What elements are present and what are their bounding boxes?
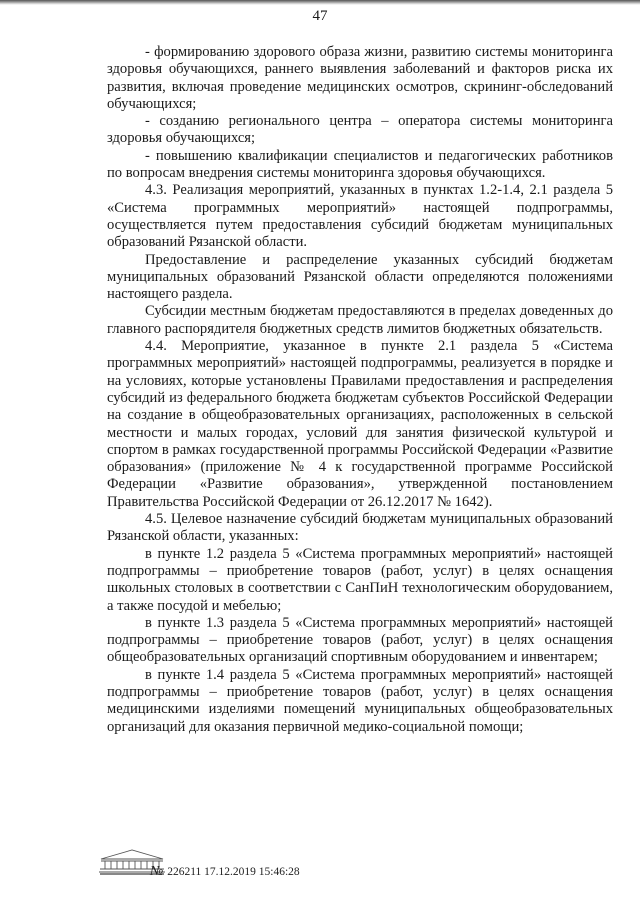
page-number: 47: [312, 8, 328, 24]
paragraph-section-4-4: 4.4. Мероприятие, указанное в пункте 2.1 раздела 5 «Система программных мероприятий» настоящей подпрограммы, реализуется в порядке и на условиях, которые установлены Правилами предоставления и распределения субсидий из федерального бюджета бюджетам субъектов Российской Федерации на создание в общеобразовательных организациях, расположенных в сельской местности и малых городах, условий для занятия физической культурой и спортом в рамках государственной программы Российской Федерации «Развитие образования» (приложение № 4 к государственной программе Российской Федерации «Развитие образования», утвержденной постановлением Правительства Российской Федерации от 26.12.2017 № 1642).: [107, 338, 613, 510]
paragraph-list-item: - формированию здорового образа жизни, развитию системы мониторинга здоровья обучающихся, раннего выявления заболеваний и факторов риска их развития, включая проведение медицинских осмотров, скрининг-обследований обучающихся;: [107, 44, 613, 112]
paragraph-section-4-3: 4.3. Реализация мероприятий, указанных в пунктах 1.2-1.4, 2.1 раздела 5 «Система программных мероприятий» настоящей подпрограммы, осуществляется путем предоставления субсидий бюджетам муниципальных образований Рязанской области.: [107, 182, 613, 251]
paragraph: Предоставление и распределение указанных субсидий бюджетам муниципальных образований Рязанской области определяются положениями настоящего раздела.: [107, 251, 613, 303]
paragraph-subitem: в пункте 1.4 раздела 5 «Система программных мероприятий» настоящей подпрограммы – приобретение товаров (работ, услуг) в целях оснащения медицинскими изделиями помещений муниципальных общеобразовательных организаций для оказания первичной медико-социальной помощи;: [107, 666, 613, 735]
paragraph-subitem: в пункте 1.3 раздела 5 «Система программных мероприятий» настоящей подпрограммы – приобретение товаров (работ, услуг) в целях оснащения общеобразовательных организаций спортивным оборудованием и инвентарем;: [107, 614, 613, 666]
number-sign: №: [150, 864, 164, 879]
paragraph-subitem: в пункте 1.2 раздела 5 «Система программных мероприятий» настоящей подпрограммы – приобретение товаров (работ, услуг) в целях оснащения школьных столовых в соответствии с СанПиН технологическим оборудованием, а также посудой и мебелью;: [107, 545, 613, 614]
document-body: [107, 44, 613, 736]
paragraph: Субсидии местным бюджетам предоставляются в пределах доведенных до главного распорядителя бюджетных средств лимитов бюджетных обязательств.: [107, 303, 613, 337]
paragraph-list-item: - повышению квалификации специалистов и педагогических работников по вопросам внедрения системы мониторинга здоровья обучающихся.: [107, 147, 613, 182]
paragraph-list-item: - созданию регионального центра – оператора системы мониторинга здоровья обучающихся;: [107, 113, 613, 147]
paragraph-section-4-5: 4.5. Целевое назначение субсидий бюджетам муниципальных образований Рязанской области, указанных:: [107, 511, 613, 545]
page-footer: [98, 845, 518, 885]
scan-edge: [0, 0, 640, 5]
stamp-text: 226211 17.12.2019 15:46:28: [167, 866, 300, 878]
document-stamp: [150, 864, 300, 880]
